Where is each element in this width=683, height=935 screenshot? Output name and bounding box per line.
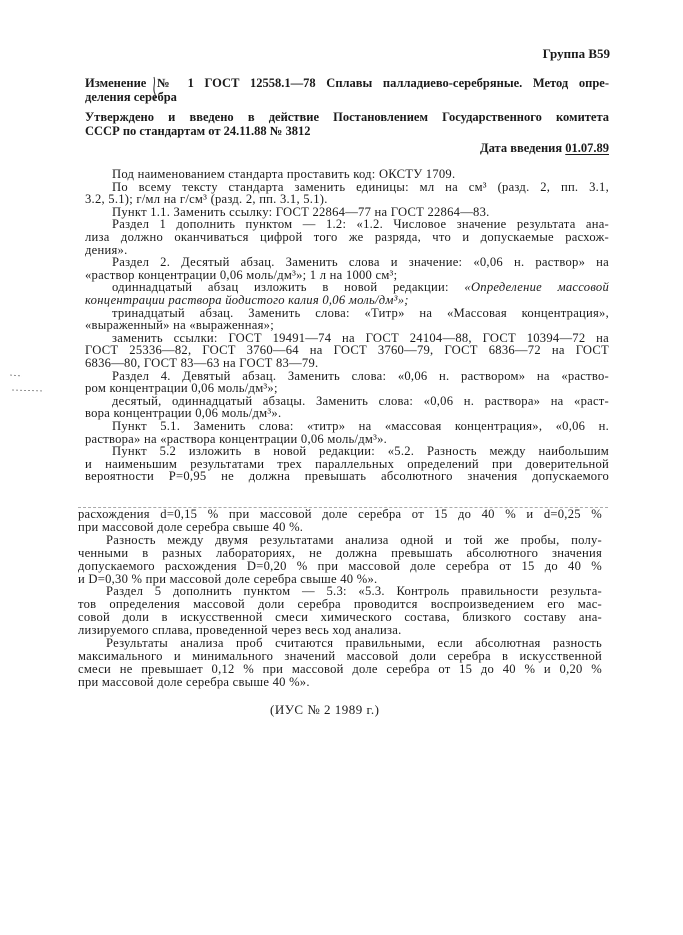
text-line: десятый, одиннадцатый абзацы. Заменить слова: «0,06 н. раствора» на «раст- <box>112 393 609 408</box>
text-line: ченными в разных лабораториях, не должна превышать абсолютного значения <box>78 545 602 560</box>
effective-date-value: 01.07.89 <box>565 141 609 155</box>
text-line: Пункт 1.1. Заменить ссылку: ГОСТ 22864—77 на ГОСТ 22864—83. <box>112 204 490 219</box>
text-line: лиза должно оканчиваться цифрой того же разряда, что и допускаемые расхож- <box>85 230 609 244</box>
text-line: «выраженный» на «выраженная»; <box>85 318 274 333</box>
source-reference: (ИУС № 2 1989 г.) <box>270 702 380 717</box>
text-line: Пункт 5.1. Заменить слова: «титр» на «массовая концентрация», «0,06 н. <box>112 419 609 433</box>
text-line: максимального и минимального значений массовой доли серебра в искусственной <box>78 648 602 663</box>
text-line: вероятности P=0,95 не должна превышать абсолютного значения допускаемого <box>85 469 609 484</box>
text-line: и наименьшим результатами трех параллельных определений при доверительной <box>85 456 609 471</box>
text-segment: одиннадцатый абзац изложить в новой редакции: <box>112 280 449 295</box>
text-line: тринадцатый абзац. Заменить слова: «Титр» на «Массовая концентрация», <box>112 305 609 320</box>
text-line: тов определения массовой доли серебра проводится воспроизведением его мас- <box>78 597 602 612</box>
approval-statement-continued: СССР по стандартам от 24.11.88 № 3812 <box>85 124 311 138</box>
text-line: допускаемого расхождения D=0,20 % при массовой доле серебра от 15 до 40 % <box>78 558 602 573</box>
margin-scribble-icon <box>8 372 48 394</box>
text-line: при массовой доле серебра свыше 40 %. <box>78 519 304 534</box>
document-title: Изменение № 1 ГОСТ 12558.1—78 Сплавы палладиево-серебряные. Метод опре- <box>85 76 609 90</box>
text-line: дения». <box>85 242 128 257</box>
text-line: Раздел 5 дополнить пунктом — 5.3: «5.3. Контроль правильности результа- <box>106 584 602 599</box>
text-line: при массовой доле серебра свыше 40 %». <box>78 674 310 689</box>
handwritten-mark-icon <box>150 76 160 102</box>
text-line: раствора» на «раствора концентрации 0,06 моль/дм³». <box>85 431 388 446</box>
text-line: 3.2, 5.1); г/мл на г/см³ (разд. 2, пп. 3.1, 5.1). <box>85 192 328 207</box>
text-line: концентрации раствора йодистого калия 0,06 моль/дм³»; <box>85 293 409 307</box>
italic-text-segment: «Определение массовой <box>464 280 609 295</box>
text-line: ГОСТ 25336—82, ГОСТ 3760—64 на ГОСТ 3760—79, ГОСТ 6836—72 на ГОСТ <box>85 343 609 358</box>
text-line: Разность между двумя результатами анализа одной и той же пробы, полу- <box>106 532 602 547</box>
document-title-continued: деления серебра <box>85 90 177 104</box>
text-line: «раствор концентрации 0,06 моль/дм³»; 1 л на 1000 см³; <box>85 267 398 282</box>
text-line: совой доли в искусственной смеси химического состава, близкого составу ана- <box>78 610 602 625</box>
text-line: Пункт 5.2 изложить в новой редакции: «5.2. Разность между наибольшим <box>112 444 609 459</box>
text-line: 6836—80, ГОСТ 83—63 на ГОСТ 83—79. <box>85 356 319 370</box>
text-line: лизируемого сплава, проведенной через весь ход анализа. <box>78 623 402 638</box>
text-line: и D=0,30 % при массовой доле серебра свыше 40 %». <box>78 571 378 586</box>
text-line: Под наименованием стандарта проставить код: ОКСТУ 1709. <box>112 167 456 181</box>
text-line: По всему тексту стандарта заменить единицы: мл на см³ (разд. 2, пп. 3.1, <box>112 179 609 194</box>
text-line: расхождения d=0,15 % при массовой доле серебра от 15 до 40 % и d=0,25 % <box>78 507 602 521</box>
text-line: заменить ссылки: ГОСТ 19491—74 на ГОСТ 24104—88, ГОСТ 10394—72 на <box>112 330 609 345</box>
text-line: Результаты анализа проб считаются правильными, если абсолютная разность <box>106 636 602 650</box>
approval-statement: Утверждено и введено в действие Постановлением Государственного комитета <box>85 110 609 124</box>
text-line: ром концентрации 0,06 моль/дм³»; <box>85 381 278 396</box>
text-line: смеси не превышает 0,12 % при массовой доле серебра от 15 до 40 % и 0,20 % <box>78 661 602 676</box>
effective-date-label: Дата введения <box>480 141 563 155</box>
effective-date <box>480 141 609 156</box>
group-code: Группа В59 <box>542 46 610 61</box>
text-line: Раздел 1 дополнить пунктом — 1.2: «1.2. Числовое значение результата ана- <box>112 217 609 232</box>
text-line: Раздел 4. Девятый абзац. Заменить слова: «0,06 н. раствором» на «раство- <box>112 368 609 383</box>
text-line: вора концентрации 0,06 моль/дм³». <box>85 406 282 421</box>
text-line: Раздел 2. Десятый абзац. Заменить слова и значение: «0,06 н. раствор» на <box>112 255 609 270</box>
